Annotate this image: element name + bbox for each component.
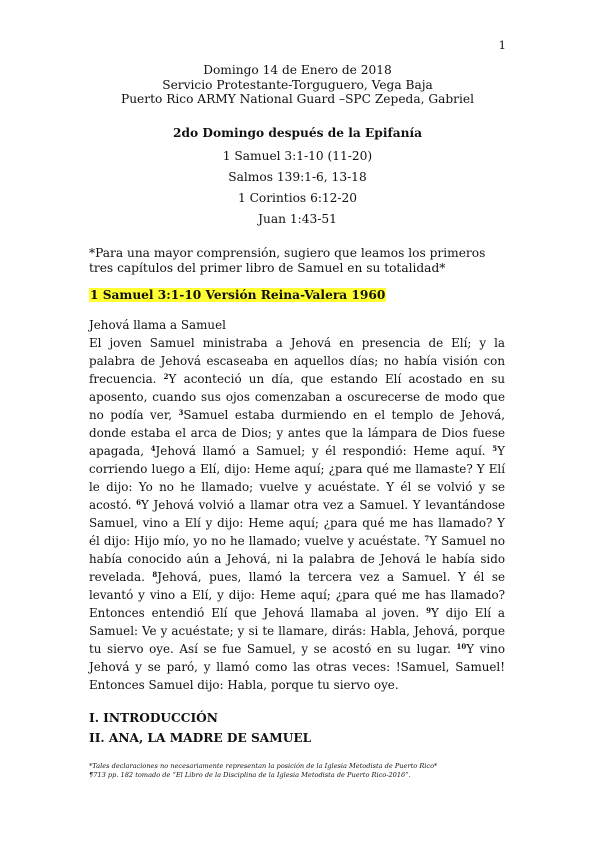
verse-text: Jehová, pues, llamó la tercera vez a Samuel. Y él se levantó y vino a Elí, y dijo: Heme aquí; ¿para qué me has llamado? Entonces entendió Elí que Jehová llamaba al joven. <box>89 570 506 620</box>
verse-text: Y corriendo luego a Elí, dijo: Heme aquí; ¿para qué me llamaste? Y Elí le dijo: Yo no he llamado; vuelve y acuéstate. Y él se volvió y se acostó. <box>89 444 505 512</box>
verse-number: 5 <box>492 444 498 453</box>
verse-text: Y aconteció un día, que estando Elí acostado en su aposento, cuando sus ojos comenzaban a oscurecerse de modo que no podía ver, <box>89 372 505 422</box>
verse-text: Y Samuel no había conocido aún a Jehová, ni la palabra de Jehová le había sido revelada. <box>89 534 505 584</box>
reading-4: Juan 1:43-51 <box>258 212 337 226</box>
section-title-highlighted: 1 Samuel 3:1-10 Versión Reina-Valera 1960 <box>90 288 386 302</box>
verse-text: Samuel estaba durmiendo en el templo de Jehová, donde estaba el arca de Dios; y antes que la lámpara de Dios fuese apagada, <box>89 408 506 458</box>
reading-3: 1 Corintios 6:12-20 <box>237 191 358 205</box>
footnote-1: *Tales declaraciones no necesariamente representan la posición de la Iglesia Metodista de Puerto Rico* <box>89 762 438 770</box>
reading-1: 1 Samuel 3:1-10 (11-20) <box>222 149 373 163</box>
verse-number: 7 <box>424 534 430 543</box>
sermon-title: 2do Domingo después de la Epifanía <box>173 126 422 140</box>
footnotes <box>89 762 509 780</box>
verse-number: 9 <box>426 606 431 615</box>
passage-heading: Jehová llama a Samuel <box>89 318 226 332</box>
heading-ana: II. ANA, LA MADRE DE SAMUEL <box>89 731 312 745</box>
verse-number: 3 <box>178 408 184 417</box>
verse-text: Jehová llamó a Samuel; y él respondió: Heme aquí. <box>155 444 493 458</box>
verse-number: 10 <box>456 642 467 651</box>
page-number: 1 <box>498 38 506 52</box>
verse-number: 4 <box>150 444 156 453</box>
service-header <box>0 63 595 107</box>
verse-number: 8 <box>152 570 158 579</box>
verse-text: Y Jehová volvió a llamar otra vez a Samuel. Y levantándose Samuel, vino a Elí y dijo: Heme aquí; ¿para qué me has llamado? Y él dijo: Hijo mío, yo no he llamado; vuelve y acuéstate. <box>89 498 505 548</box>
reading-note: *Para una mayor comprensión, sugiero que leamos los primeros tres capítulos del primer libro de Samuel en su totalidad* <box>89 246 486 276</box>
header-unit: Puerto Rico ARMY National Guard –SPC Zepeda, Gabriel <box>121 92 474 107</box>
readings-list <box>0 146 595 230</box>
scripture-passage <box>89 316 505 694</box>
header-date: Domingo 14 de Enero de 2018 <box>203 63 392 77</box>
verse-number: 6 <box>136 498 142 507</box>
header-service: Servicio Protestante-Torguguero, Vega Baja <box>162 77 433 92</box>
verse-text: El joven Samuel ministraba a Jehová en presencia de Elí; y la palabra de Jehová escaseaba en aquellos días; no había visión con frecuencia. <box>89 336 505 386</box>
footnote-2: ¶713 pp. 182 tomado de “El Libro de la Disciplina de la Iglesia Metodista de Puerto Rico-2016”. <box>89 771 411 779</box>
reading-2: Salmos 139:1-6, 13-18 <box>228 170 367 184</box>
verse-number: 2 <box>163 372 169 381</box>
heading-introduccion: I. INTRODUCCIÓN <box>89 711 218 725</box>
passage-body <box>89 334 505 694</box>
verse-text: Y vino Jehová y se paró, y llamó como las otras veces: !Samuel, Samuel! Entonces Samuel dijo: Habla, porque tu siervo oye. <box>89 642 506 692</box>
verse-text: Y dijo Elí a Samuel: Ve y acuéstate; y si te llamare, dirás: Habla, Jehová, porque tu siervo oye. Así se fue Samuel, y se acostó en su lugar. <box>89 606 505 656</box>
